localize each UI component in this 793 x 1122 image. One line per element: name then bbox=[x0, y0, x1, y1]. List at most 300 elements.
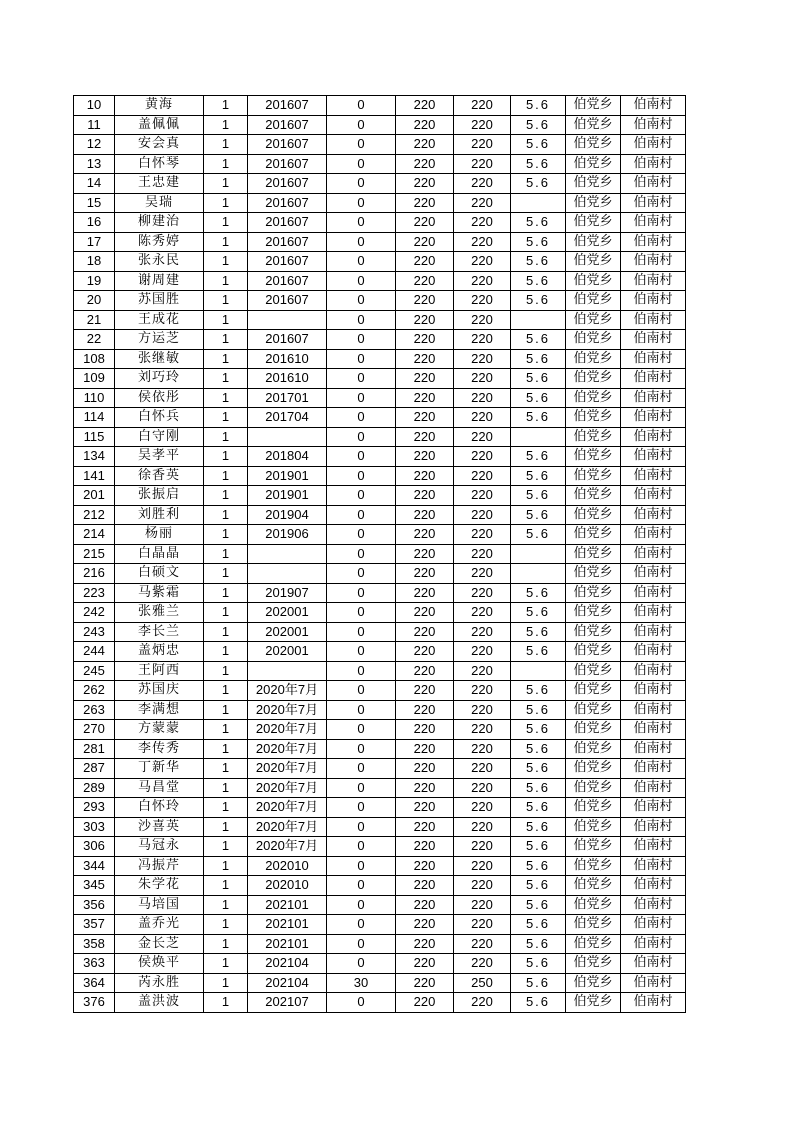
cell-name: 柳建治 bbox=[115, 213, 204, 233]
cell-name: 张雅兰 bbox=[115, 603, 204, 623]
cell-row-id: 289 bbox=[74, 778, 115, 798]
cell-row-id: 10 bbox=[74, 96, 115, 116]
cell-township: 伯党乡 bbox=[566, 720, 621, 740]
cell-village: 伯南村 bbox=[621, 427, 686, 447]
cell-row-id: 110 bbox=[74, 388, 115, 408]
cell-count: 1 bbox=[204, 388, 248, 408]
cell-base-amount: 220 bbox=[396, 349, 454, 369]
cell-rate: 5.6 bbox=[511, 252, 566, 272]
cell-count: 1 bbox=[204, 856, 248, 876]
cell-rate: 5.6 bbox=[511, 447, 566, 467]
cell-township: 伯党乡 bbox=[566, 349, 621, 369]
cell-rate: 5.6 bbox=[511, 973, 566, 993]
cell-base-amount: 220 bbox=[396, 544, 454, 564]
cell-name: 吴孝平 bbox=[115, 447, 204, 467]
table-row bbox=[74, 115, 686, 135]
cell-count: 1 bbox=[204, 915, 248, 935]
table-row bbox=[74, 466, 686, 486]
table-row bbox=[74, 427, 686, 447]
table-row bbox=[74, 681, 686, 701]
cell-township: 伯党乡 bbox=[566, 447, 621, 467]
cell-rate: 5.6 bbox=[511, 778, 566, 798]
cell-township: 伯党乡 bbox=[566, 993, 621, 1013]
table-row bbox=[74, 408, 686, 428]
cell-count: 1 bbox=[204, 174, 248, 194]
cell-extra-amount: 0 bbox=[327, 369, 396, 389]
cell-total-amount: 220 bbox=[454, 856, 511, 876]
cell-name: 李长兰 bbox=[115, 622, 204, 642]
cell-village: 伯南村 bbox=[621, 349, 686, 369]
cell-township: 伯党乡 bbox=[566, 291, 621, 311]
cell-township: 伯党乡 bbox=[566, 213, 621, 233]
cell-extra-amount: 0 bbox=[327, 193, 396, 213]
cell-start-date: 202001 bbox=[248, 603, 327, 623]
cell-row-id: 11 bbox=[74, 115, 115, 135]
cell-count: 1 bbox=[204, 720, 248, 740]
cell-row-id: 134 bbox=[74, 447, 115, 467]
cell-rate bbox=[511, 427, 566, 447]
cell-extra-amount: 0 bbox=[327, 993, 396, 1013]
cell-village: 伯南村 bbox=[621, 798, 686, 818]
cell-base-amount: 220 bbox=[396, 739, 454, 759]
cell-base-amount: 220 bbox=[396, 622, 454, 642]
cell-name: 谢周建 bbox=[115, 271, 204, 291]
cell-township: 伯党乡 bbox=[566, 193, 621, 213]
cell-village: 伯南村 bbox=[621, 954, 686, 974]
cell-count: 1 bbox=[204, 759, 248, 779]
cell-name: 马紫霜 bbox=[115, 583, 204, 603]
cell-base-amount: 220 bbox=[396, 115, 454, 135]
cell-extra-amount: 0 bbox=[327, 213, 396, 233]
cell-extra-amount: 0 bbox=[327, 252, 396, 272]
table-row bbox=[74, 837, 686, 857]
cell-township: 伯党乡 bbox=[566, 427, 621, 447]
cell-name: 金长芝 bbox=[115, 934, 204, 954]
cell-township: 伯党乡 bbox=[566, 330, 621, 350]
cell-start-date: 201607 bbox=[248, 174, 327, 194]
cell-total-amount: 220 bbox=[454, 817, 511, 837]
cell-rate: 5.6 bbox=[511, 876, 566, 896]
cell-extra-amount: 0 bbox=[327, 408, 396, 428]
cell-name: 杨丽 bbox=[115, 525, 204, 545]
cell-township: 伯党乡 bbox=[566, 934, 621, 954]
cell-township: 伯党乡 bbox=[566, 700, 621, 720]
cell-township: 伯党乡 bbox=[566, 798, 621, 818]
table-row bbox=[74, 778, 686, 798]
cell-name: 马冠永 bbox=[115, 837, 204, 857]
cell-count: 1 bbox=[204, 271, 248, 291]
cell-township: 伯党乡 bbox=[566, 505, 621, 525]
cell-count: 1 bbox=[204, 642, 248, 662]
table-row bbox=[74, 525, 686, 545]
cell-base-amount: 220 bbox=[396, 837, 454, 857]
cell-count: 1 bbox=[204, 291, 248, 311]
cell-row-id: 17 bbox=[74, 232, 115, 252]
table-row bbox=[74, 505, 686, 525]
cell-extra-amount: 0 bbox=[327, 681, 396, 701]
cell-row-id: 358 bbox=[74, 934, 115, 954]
cell-village: 伯南村 bbox=[621, 895, 686, 915]
cell-row-id: 242 bbox=[74, 603, 115, 623]
cell-total-amount: 220 bbox=[454, 798, 511, 818]
cell-start-date: 202107 bbox=[248, 993, 327, 1013]
cell-rate: 5.6 bbox=[511, 642, 566, 662]
cell-township: 伯党乡 bbox=[566, 603, 621, 623]
cell-extra-amount: 0 bbox=[327, 817, 396, 837]
cell-name: 白怀玲 bbox=[115, 798, 204, 818]
cell-rate: 5.6 bbox=[511, 837, 566, 857]
cell-rate: 5.6 bbox=[511, 232, 566, 252]
table-row bbox=[74, 96, 686, 116]
cell-start-date: 2020年7月 bbox=[248, 739, 327, 759]
table-row bbox=[74, 271, 686, 291]
cell-row-id: 293 bbox=[74, 798, 115, 818]
cell-rate: 5.6 bbox=[511, 505, 566, 525]
cell-rate: 5.6 bbox=[511, 466, 566, 486]
cell-start-date: 202104 bbox=[248, 954, 327, 974]
cell-total-amount: 220 bbox=[454, 700, 511, 720]
cell-name: 白怀兵 bbox=[115, 408, 204, 428]
cell-count: 1 bbox=[204, 349, 248, 369]
cell-township: 伯党乡 bbox=[566, 525, 621, 545]
cell-township: 伯党乡 bbox=[566, 856, 621, 876]
cell-rate: 5.6 bbox=[511, 681, 566, 701]
cell-start-date: 2020年7月 bbox=[248, 681, 327, 701]
cell-row-id: 212 bbox=[74, 505, 115, 525]
cell-count: 1 bbox=[204, 895, 248, 915]
cell-row-id: 356 bbox=[74, 895, 115, 915]
cell-rate: 5.6 bbox=[511, 486, 566, 506]
cell-township: 伯党乡 bbox=[566, 154, 621, 174]
cell-township: 伯党乡 bbox=[566, 837, 621, 857]
cell-name: 方运芝 bbox=[115, 330, 204, 350]
cell-start-date: 201607 bbox=[248, 154, 327, 174]
cell-start-date: 201607 bbox=[248, 193, 327, 213]
cell-extra-amount: 0 bbox=[327, 895, 396, 915]
cell-name: 王成花 bbox=[115, 310, 204, 330]
cell-extra-amount: 0 bbox=[327, 778, 396, 798]
cell-extra-amount: 0 bbox=[327, 661, 396, 681]
cell-township: 伯党乡 bbox=[566, 739, 621, 759]
cell-village: 伯南村 bbox=[621, 252, 686, 272]
cell-township: 伯党乡 bbox=[566, 661, 621, 681]
cell-rate: 5.6 bbox=[511, 603, 566, 623]
cell-row-id: 223 bbox=[74, 583, 115, 603]
cell-village: 伯南村 bbox=[621, 330, 686, 350]
cell-count: 1 bbox=[204, 330, 248, 350]
cell-rate bbox=[511, 544, 566, 564]
cell-village: 伯南村 bbox=[621, 466, 686, 486]
cell-total-amount: 220 bbox=[454, 291, 511, 311]
cell-township: 伯党乡 bbox=[566, 817, 621, 837]
table-body bbox=[74, 96, 686, 1013]
cell-row-id: 21 bbox=[74, 310, 115, 330]
cell-name: 张继敏 bbox=[115, 349, 204, 369]
cell-rate: 5.6 bbox=[511, 330, 566, 350]
cell-village: 伯南村 bbox=[621, 213, 686, 233]
cell-row-id: 16 bbox=[74, 213, 115, 233]
cell-base-amount: 220 bbox=[396, 154, 454, 174]
table-row bbox=[74, 856, 686, 876]
cell-count: 1 bbox=[204, 408, 248, 428]
cell-total-amount: 220 bbox=[454, 447, 511, 467]
cell-village: 伯南村 bbox=[621, 739, 686, 759]
cell-total-amount: 220 bbox=[454, 954, 511, 974]
cell-start-date: 201701 bbox=[248, 388, 327, 408]
cell-count: 1 bbox=[204, 993, 248, 1013]
cell-start-date: 202104 bbox=[248, 973, 327, 993]
cell-count: 1 bbox=[204, 193, 248, 213]
cell-name: 侯焕平 bbox=[115, 954, 204, 974]
table-row bbox=[74, 993, 686, 1013]
cell-village: 伯南村 bbox=[621, 661, 686, 681]
cell-township: 伯党乡 bbox=[566, 954, 621, 974]
cell-total-amount: 220 bbox=[454, 213, 511, 233]
cell-name: 白晶晶 bbox=[115, 544, 204, 564]
cell-count: 1 bbox=[204, 525, 248, 545]
cell-township: 伯党乡 bbox=[566, 135, 621, 155]
cell-total-amount: 220 bbox=[454, 486, 511, 506]
cell-count: 1 bbox=[204, 466, 248, 486]
cell-township: 伯党乡 bbox=[566, 408, 621, 428]
cell-village: 伯南村 bbox=[621, 388, 686, 408]
cell-township: 伯党乡 bbox=[566, 895, 621, 915]
cell-extra-amount: 0 bbox=[327, 739, 396, 759]
cell-start-date bbox=[248, 544, 327, 564]
cell-name: 白硕文 bbox=[115, 564, 204, 584]
cell-name: 沙喜英 bbox=[115, 817, 204, 837]
cell-row-id: 364 bbox=[74, 973, 115, 993]
cell-count: 1 bbox=[204, 96, 248, 116]
cell-extra-amount: 0 bbox=[327, 135, 396, 155]
cell-extra-amount: 0 bbox=[327, 486, 396, 506]
cell-township: 伯党乡 bbox=[566, 310, 621, 330]
cell-base-amount: 220 bbox=[396, 817, 454, 837]
table-row bbox=[74, 135, 686, 155]
cell-village: 伯南村 bbox=[621, 525, 686, 545]
cell-row-id: 345 bbox=[74, 876, 115, 896]
cell-total-amount: 220 bbox=[454, 720, 511, 740]
cell-base-amount: 220 bbox=[396, 505, 454, 525]
cell-start-date: 201704 bbox=[248, 408, 327, 428]
cell-total-amount: 220 bbox=[454, 252, 511, 272]
cell-name: 黄海 bbox=[115, 96, 204, 116]
cell-base-amount: 220 bbox=[396, 271, 454, 291]
table-row bbox=[74, 486, 686, 506]
cell-extra-amount: 0 bbox=[327, 525, 396, 545]
cell-count: 1 bbox=[204, 232, 248, 252]
cell-total-amount: 220 bbox=[454, 466, 511, 486]
cell-base-amount: 220 bbox=[396, 895, 454, 915]
table-row bbox=[74, 544, 686, 564]
cell-village: 伯南村 bbox=[621, 544, 686, 564]
cell-start-date: 201607 bbox=[248, 252, 327, 272]
cell-name: 冯振芹 bbox=[115, 856, 204, 876]
cell-name: 马培国 bbox=[115, 895, 204, 915]
cell-base-amount: 220 bbox=[396, 408, 454, 428]
cell-total-amount: 220 bbox=[454, 603, 511, 623]
cell-total-amount: 250 bbox=[454, 973, 511, 993]
cell-count: 1 bbox=[204, 798, 248, 818]
cell-rate: 5.6 bbox=[511, 993, 566, 1013]
cell-village: 伯南村 bbox=[621, 700, 686, 720]
cell-name: 张振启 bbox=[115, 486, 204, 506]
cell-township: 伯党乡 bbox=[566, 876, 621, 896]
cell-count: 1 bbox=[204, 252, 248, 272]
cell-extra-amount: 0 bbox=[327, 427, 396, 447]
table-row bbox=[74, 252, 686, 272]
cell-name: 徐香英 bbox=[115, 466, 204, 486]
cell-village: 伯南村 bbox=[621, 837, 686, 857]
cell-extra-amount: 0 bbox=[327, 798, 396, 818]
cell-name: 盖乔光 bbox=[115, 915, 204, 935]
cell-total-amount: 220 bbox=[454, 661, 511, 681]
cell-base-amount: 220 bbox=[396, 135, 454, 155]
cell-extra-amount: 0 bbox=[327, 349, 396, 369]
cell-extra-amount: 0 bbox=[327, 271, 396, 291]
cell-row-id: 243 bbox=[74, 622, 115, 642]
cell-row-id: 108 bbox=[74, 349, 115, 369]
cell-base-amount: 220 bbox=[396, 778, 454, 798]
cell-rate bbox=[511, 564, 566, 584]
cell-total-amount: 220 bbox=[454, 193, 511, 213]
cell-base-amount: 220 bbox=[396, 681, 454, 701]
cell-township: 伯党乡 bbox=[566, 759, 621, 779]
cell-count: 1 bbox=[204, 954, 248, 974]
cell-row-id: 19 bbox=[74, 271, 115, 291]
cell-name: 马昌堂 bbox=[115, 778, 204, 798]
cell-extra-amount: 0 bbox=[327, 388, 396, 408]
cell-extra-amount: 0 bbox=[327, 310, 396, 330]
cell-row-id: 287 bbox=[74, 759, 115, 779]
table-row bbox=[74, 213, 686, 233]
cell-total-amount: 220 bbox=[454, 310, 511, 330]
cell-township: 伯党乡 bbox=[566, 96, 621, 116]
table-row bbox=[74, 232, 686, 252]
cell-township: 伯党乡 bbox=[566, 778, 621, 798]
cell-start-date: 201804 bbox=[248, 447, 327, 467]
cell-row-id: 281 bbox=[74, 739, 115, 759]
table-row bbox=[74, 876, 686, 896]
cell-township: 伯党乡 bbox=[566, 115, 621, 135]
cell-total-amount: 220 bbox=[454, 993, 511, 1013]
cell-name: 苏国庆 bbox=[115, 681, 204, 701]
cell-township: 伯党乡 bbox=[566, 466, 621, 486]
cell-count: 1 bbox=[204, 739, 248, 759]
cell-row-id: 245 bbox=[74, 661, 115, 681]
cell-total-amount: 220 bbox=[454, 525, 511, 545]
cell-base-amount: 220 bbox=[396, 720, 454, 740]
cell-start-date bbox=[248, 310, 327, 330]
cell-total-amount: 220 bbox=[454, 759, 511, 779]
cell-township: 伯党乡 bbox=[566, 174, 621, 194]
table-row bbox=[74, 349, 686, 369]
cell-base-amount: 220 bbox=[396, 954, 454, 974]
cell-extra-amount: 0 bbox=[327, 583, 396, 603]
cell-count: 1 bbox=[204, 661, 248, 681]
cell-base-amount: 220 bbox=[396, 232, 454, 252]
cell-extra-amount: 0 bbox=[327, 915, 396, 935]
table-row bbox=[74, 700, 686, 720]
data-table bbox=[73, 95, 686, 1013]
cell-total-amount: 220 bbox=[454, 642, 511, 662]
table-row bbox=[74, 154, 686, 174]
cell-total-amount: 220 bbox=[454, 154, 511, 174]
cell-count: 1 bbox=[204, 369, 248, 389]
cell-start-date: 201607 bbox=[248, 291, 327, 311]
cell-village: 伯南村 bbox=[621, 408, 686, 428]
cell-village: 伯南村 bbox=[621, 232, 686, 252]
cell-start-date: 202001 bbox=[248, 622, 327, 642]
cell-count: 1 bbox=[204, 447, 248, 467]
cell-extra-amount: 0 bbox=[327, 759, 396, 779]
cell-total-amount: 220 bbox=[454, 583, 511, 603]
table-row bbox=[74, 174, 686, 194]
cell-village: 伯南村 bbox=[621, 505, 686, 525]
cell-village: 伯南村 bbox=[621, 174, 686, 194]
cell-rate: 5.6 bbox=[511, 700, 566, 720]
table-row bbox=[74, 603, 686, 623]
cell-count: 1 bbox=[204, 135, 248, 155]
cell-village: 伯南村 bbox=[621, 193, 686, 213]
cell-extra-amount: 0 bbox=[327, 954, 396, 974]
cell-start-date: 201607 bbox=[248, 135, 327, 155]
cell-extra-amount: 0 bbox=[327, 96, 396, 116]
cell-row-id: 214 bbox=[74, 525, 115, 545]
cell-rate: 5.6 bbox=[511, 349, 566, 369]
cell-township: 伯党乡 bbox=[566, 544, 621, 564]
table-row bbox=[74, 817, 686, 837]
cell-start-date: 2020年7月 bbox=[248, 837, 327, 857]
cell-total-amount: 220 bbox=[454, 330, 511, 350]
cell-village: 伯南村 bbox=[621, 778, 686, 798]
cell-village: 伯南村 bbox=[621, 369, 686, 389]
cell-extra-amount: 0 bbox=[327, 642, 396, 662]
cell-base-amount: 220 bbox=[396, 252, 454, 272]
cell-count: 1 bbox=[204, 622, 248, 642]
cell-count: 1 bbox=[204, 154, 248, 174]
cell-start-date: 2020年7月 bbox=[248, 798, 327, 818]
table-row bbox=[74, 330, 686, 350]
cell-name: 李满想 bbox=[115, 700, 204, 720]
cell-total-amount: 220 bbox=[454, 739, 511, 759]
cell-row-id: 109 bbox=[74, 369, 115, 389]
cell-name: 白守刚 bbox=[115, 427, 204, 447]
cell-name: 苏国胜 bbox=[115, 291, 204, 311]
cell-base-amount: 220 bbox=[396, 486, 454, 506]
cell-start-date: 202010 bbox=[248, 856, 327, 876]
cell-base-amount: 220 bbox=[396, 876, 454, 896]
cell-base-amount: 220 bbox=[396, 700, 454, 720]
table-row bbox=[74, 720, 686, 740]
cell-count: 1 bbox=[204, 544, 248, 564]
cell-extra-amount: 0 bbox=[327, 291, 396, 311]
cell-row-id: 263 bbox=[74, 700, 115, 720]
cell-rate: 5.6 bbox=[511, 895, 566, 915]
cell-village: 伯南村 bbox=[621, 135, 686, 155]
cell-row-id: 141 bbox=[74, 466, 115, 486]
cell-name: 王阿西 bbox=[115, 661, 204, 681]
cell-extra-amount: 0 bbox=[327, 466, 396, 486]
cell-rate: 5.6 bbox=[511, 798, 566, 818]
cell-name: 侯依彤 bbox=[115, 388, 204, 408]
cell-extra-amount: 0 bbox=[327, 232, 396, 252]
cell-rate: 5.6 bbox=[511, 369, 566, 389]
cell-township: 伯党乡 bbox=[566, 271, 621, 291]
cell-village: 伯南村 bbox=[621, 993, 686, 1013]
cell-name: 刘胜利 bbox=[115, 505, 204, 525]
cell-start-date: 202101 bbox=[248, 915, 327, 935]
